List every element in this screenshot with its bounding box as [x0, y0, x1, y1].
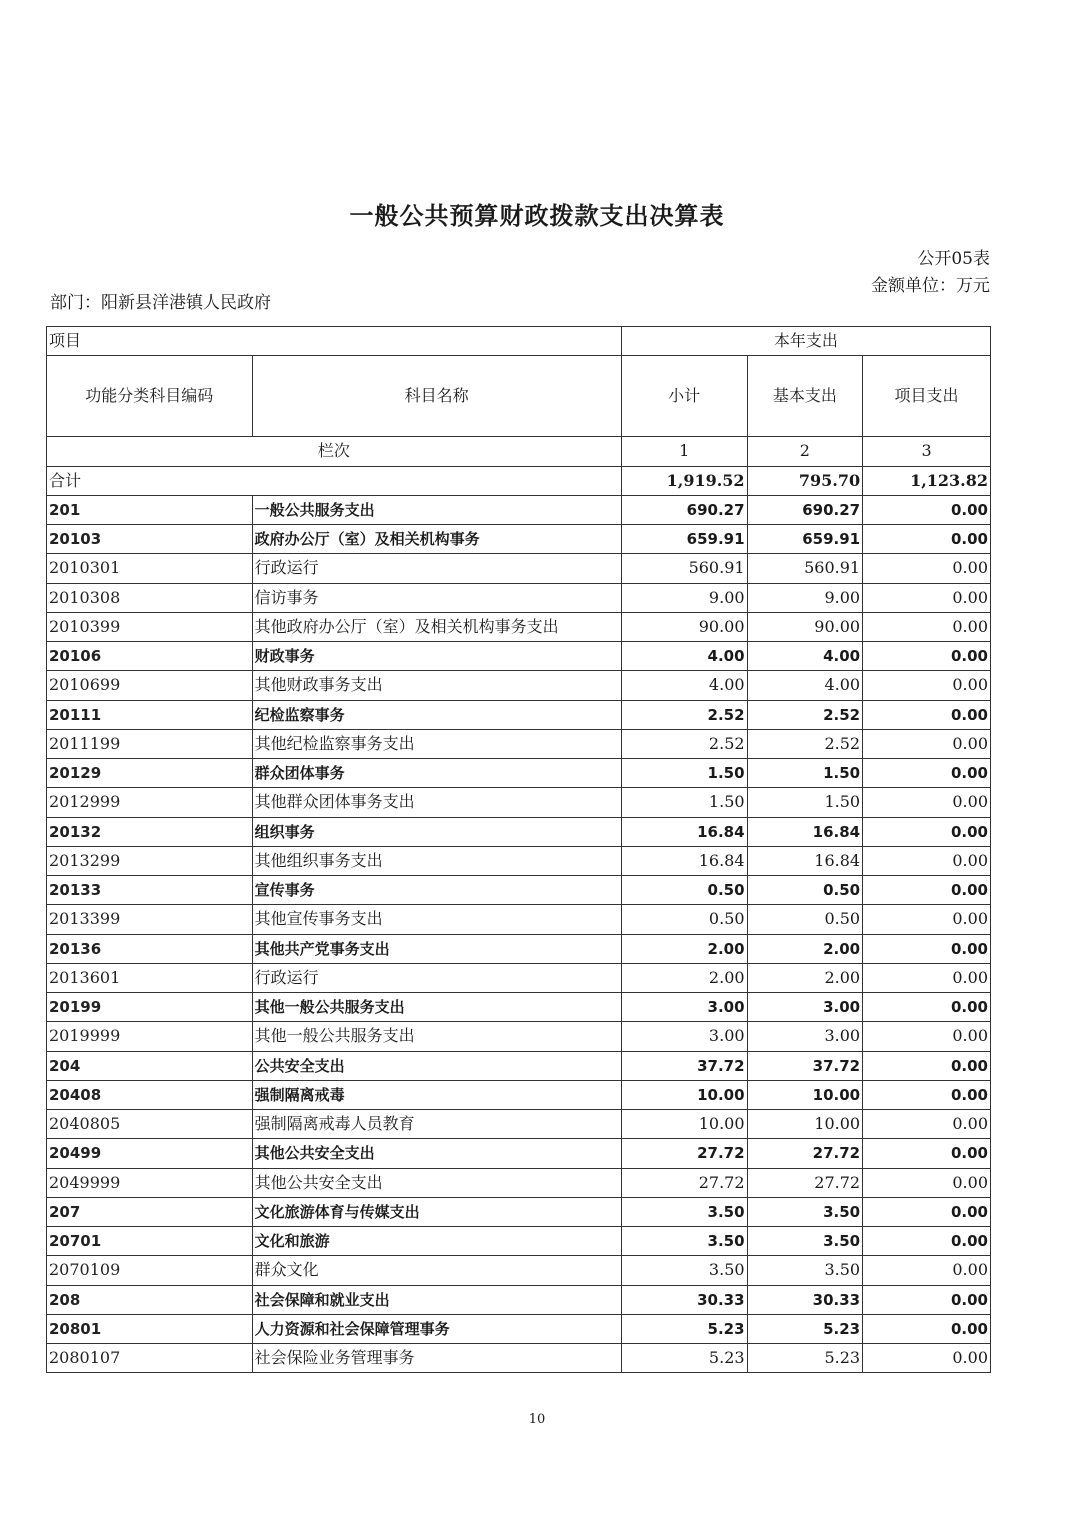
row-subtotal: 5.23 — [621, 1314, 747, 1343]
row-project: 0.00 — [863, 1197, 991, 1226]
total-row — [47, 466, 991, 495]
row-project: 0.00 — [863, 642, 991, 671]
header-subtotal: 小计 — [621, 356, 747, 437]
header-row-1 — [47, 327, 991, 356]
row-subtotal: 90.00 — [621, 612, 747, 641]
row-project: 0.00 — [863, 729, 991, 758]
row-project: 0.00 — [863, 700, 991, 729]
row-code: 20408 — [47, 1080, 253, 1109]
table-row — [47, 993, 991, 1022]
row-project: 0.00 — [863, 495, 991, 524]
expenditure-table — [46, 326, 991, 1373]
table-row — [47, 1256, 991, 1285]
row-project: 0.00 — [863, 1314, 991, 1343]
row-subtotal: 16.84 — [621, 817, 747, 846]
row-basic: 560.91 — [747, 554, 863, 583]
row-project: 0.00 — [863, 554, 991, 583]
row-code: 207 — [47, 1197, 253, 1226]
row-basic: 3.50 — [747, 1256, 863, 1285]
table-row — [47, 612, 991, 641]
row-basic: 2.00 — [747, 934, 863, 963]
row-project: 0.00 — [863, 1080, 991, 1109]
row-subtotal: 37.72 — [621, 1051, 747, 1080]
row-basic: 4.00 — [747, 642, 863, 671]
row-subtotal: 10.00 — [621, 1080, 747, 1109]
row-name: 公共安全支出 — [252, 1051, 621, 1080]
row-code: 2070109 — [47, 1256, 253, 1285]
page-number: 10 — [528, 1412, 546, 1427]
row-code: 2012999 — [47, 788, 253, 817]
table-row — [47, 525, 991, 554]
row-project: 0.00 — [863, 1139, 991, 1168]
row-project: 0.00 — [863, 1168, 991, 1197]
table-row — [47, 1139, 991, 1168]
table-row — [47, 1022, 991, 1051]
table-row — [47, 1344, 991, 1373]
row-name: 群众团体事务 — [252, 759, 621, 788]
row-code: 2080107 — [47, 1344, 253, 1373]
row-basic: 10.00 — [747, 1080, 863, 1109]
row-subtotal: 2.00 — [621, 963, 747, 992]
amount-unit: 金额单位：万元 — [871, 276, 990, 296]
row-code: 201 — [47, 495, 253, 524]
row-name: 其他组织事务支出 — [252, 846, 621, 875]
row-subtotal: 1.50 — [621, 788, 747, 817]
row-code: 2013601 — [47, 963, 253, 992]
row-code: 2010699 — [47, 671, 253, 700]
row-project: 0.00 — [863, 583, 991, 612]
row-code: 2010301 — [47, 554, 253, 583]
row-project: 0.00 — [863, 963, 991, 992]
row-name: 文化和旅游 — [252, 1227, 621, 1256]
header-code: 功能分类科目编码 — [47, 356, 253, 437]
row-basic: 659.91 — [747, 525, 863, 554]
column-label: 栏次 — [47, 437, 622, 466]
table-row — [47, 583, 991, 612]
table-row — [47, 1197, 991, 1226]
table-row — [47, 846, 991, 875]
row-name: 财政事务 — [252, 642, 621, 671]
row-code: 204 — [47, 1051, 253, 1080]
row-basic: 37.72 — [747, 1051, 863, 1080]
total-basic: 795.70 — [747, 466, 863, 495]
header-item: 项目 — [47, 327, 622, 356]
row-subtotal: 27.72 — [621, 1168, 747, 1197]
row-name: 其他财政事务支出 — [252, 671, 621, 700]
row-subtotal: 2.52 — [621, 700, 747, 729]
table-row — [47, 788, 991, 817]
row-name: 组织事务 — [252, 817, 621, 846]
row-subtotal: 3.00 — [621, 993, 747, 1022]
table-row — [47, 905, 991, 934]
row-code: 2049999 — [47, 1168, 253, 1197]
row-subtotal: 2.00 — [621, 934, 747, 963]
table-row — [47, 1110, 991, 1139]
row-name: 宣传事务 — [252, 876, 621, 905]
row-name: 社会保障和就业支出 — [252, 1285, 621, 1314]
column-index-2: 2 — [747, 437, 863, 466]
row-subtotal: 30.33 — [621, 1285, 747, 1314]
table-row — [47, 1227, 991, 1256]
row-project: 0.00 — [863, 1227, 991, 1256]
row-project: 0.00 — [863, 612, 991, 641]
row-name: 文化旅游体育与传媒支出 — [252, 1197, 621, 1226]
row-code: 20499 — [47, 1139, 253, 1168]
row-name: 政府办公厅（室）及相关机构事务 — [252, 525, 621, 554]
table-row — [47, 1314, 991, 1343]
row-basic: 90.00 — [747, 612, 863, 641]
table-row — [47, 934, 991, 963]
row-name: 其他群众团体事务支出 — [252, 788, 621, 817]
row-subtotal: 560.91 — [621, 554, 747, 583]
row-basic: 5.23 — [747, 1344, 863, 1373]
row-code: 2010399 — [47, 612, 253, 641]
row-name: 强制隔离戒毒 — [252, 1080, 621, 1109]
row-basic: 16.84 — [747, 817, 863, 846]
table-row — [47, 554, 991, 583]
row-name: 其他宣传事务支出 — [252, 905, 621, 934]
row-subtotal: 16.84 — [621, 846, 747, 875]
row-subtotal: 3.50 — [621, 1256, 747, 1285]
row-basic: 5.23 — [747, 1314, 863, 1343]
row-project: 0.00 — [863, 1051, 991, 1080]
row-basic: 2.00 — [747, 963, 863, 992]
table-row — [47, 729, 991, 758]
table-row — [47, 1051, 991, 1080]
row-subtotal: 690.27 — [621, 495, 747, 524]
row-project: 0.00 — [863, 846, 991, 875]
report-title: 一般公共预算财政拨款支出决算表 — [349, 202, 725, 230]
row-code: 2040805 — [47, 1110, 253, 1139]
row-name: 行政运行 — [252, 963, 621, 992]
row-basic: 10.00 — [747, 1110, 863, 1139]
row-code: 2011199 — [47, 729, 253, 758]
row-name: 其他一般公共服务支出 — [252, 993, 621, 1022]
row-code: 208 — [47, 1285, 253, 1314]
table-row — [47, 1080, 991, 1109]
row-name: 其他共产党事务支出 — [252, 934, 621, 963]
row-name: 其他公共安全支出 — [252, 1168, 621, 1197]
row-code: 20136 — [47, 934, 253, 963]
total-label: 合计 — [47, 466, 622, 495]
row-name: 其他一般公共服务支出 — [252, 1022, 621, 1051]
row-project: 0.00 — [863, 525, 991, 554]
header-row-2 — [47, 356, 991, 437]
header-basic: 基本支出 — [747, 356, 863, 437]
row-code: 20132 — [47, 817, 253, 846]
row-project: 0.00 — [863, 1344, 991, 1373]
row-project: 0.00 — [863, 1256, 991, 1285]
row-basic: 0.50 — [747, 905, 863, 934]
row-code: 20103 — [47, 525, 253, 554]
row-name: 人力资源和社会保障管理事务 — [252, 1314, 621, 1343]
table-row — [47, 963, 991, 992]
column-index-row — [47, 437, 991, 466]
table-row — [47, 759, 991, 788]
table-row — [47, 1168, 991, 1197]
row-code: 2019999 — [47, 1022, 253, 1051]
form-number: 公开05表 — [917, 249, 990, 269]
table-row — [47, 700, 991, 729]
row-code: 20199 — [47, 993, 253, 1022]
row-project: 0.00 — [863, 876, 991, 905]
row-subtotal: 10.00 — [621, 1110, 747, 1139]
table-row — [47, 671, 991, 700]
row-subtotal: 9.00 — [621, 583, 747, 612]
row-subtotal: 4.00 — [621, 671, 747, 700]
row-subtotal: 659.91 — [621, 525, 747, 554]
row-basic: 4.00 — [747, 671, 863, 700]
row-basic: 9.00 — [747, 583, 863, 612]
row-name: 其他公共安全支出 — [252, 1139, 621, 1168]
row-code: 20801 — [47, 1314, 253, 1343]
row-basic: 690.27 — [747, 495, 863, 524]
row-basic: 3.00 — [747, 1022, 863, 1051]
row-name: 一般公共服务支出 — [252, 495, 621, 524]
row-code: 20133 — [47, 876, 253, 905]
row-name: 强制隔离戒毒人员教育 — [252, 1110, 621, 1139]
row-subtotal: 3.00 — [621, 1022, 747, 1051]
header-project: 项目支出 — [863, 356, 991, 437]
row-name: 其他政府办公厅（室）及相关机构事务支出 — [252, 612, 621, 641]
header-name: 科目名称 — [252, 356, 621, 437]
row-basic: 1.50 — [747, 788, 863, 817]
row-project: 0.00 — [863, 905, 991, 934]
row-subtotal: 0.50 — [621, 876, 747, 905]
row-project: 0.00 — [863, 1022, 991, 1051]
row-project: 0.00 — [863, 1285, 991, 1314]
row-basic: 3.50 — [747, 1197, 863, 1226]
row-subtotal: 27.72 — [621, 1139, 747, 1168]
row-project: 0.00 — [863, 993, 991, 1022]
row-subtotal: 5.23 — [621, 1344, 747, 1373]
row-subtotal: 3.50 — [621, 1197, 747, 1226]
row-basic: 3.00 — [747, 993, 863, 1022]
header-current-year: 本年支出 — [621, 327, 990, 356]
row-code: 20106 — [47, 642, 253, 671]
table-row — [47, 495, 991, 524]
row-subtotal: 0.50 — [621, 905, 747, 934]
table-row — [47, 876, 991, 905]
row-name: 其他纪检监察事务支出 — [252, 729, 621, 758]
row-name: 行政运行 — [252, 554, 621, 583]
row-basic: 1.50 — [747, 759, 863, 788]
department-label: 部门：阳新县洋港镇人民政府 — [50, 293, 271, 313]
row-code: 20701 — [47, 1227, 253, 1256]
row-project: 0.00 — [863, 934, 991, 963]
row-code: 20129 — [47, 759, 253, 788]
row-name: 群众文化 — [252, 1256, 621, 1285]
row-basic: 30.33 — [747, 1285, 863, 1314]
row-project: 0.00 — [863, 671, 991, 700]
row-basic: 27.72 — [747, 1168, 863, 1197]
row-basic: 2.52 — [747, 700, 863, 729]
row-code: 2013399 — [47, 905, 253, 934]
row-basic: 2.52 — [747, 729, 863, 758]
row-basic: 16.84 — [747, 846, 863, 875]
row-project: 0.00 — [863, 759, 991, 788]
row-subtotal: 3.50 — [621, 1227, 747, 1256]
row-subtotal: 2.52 — [621, 729, 747, 758]
row-subtotal: 1.50 — [621, 759, 747, 788]
row-code: 20111 — [47, 700, 253, 729]
row-basic: 3.50 — [747, 1227, 863, 1256]
table-row — [47, 817, 991, 846]
row-basic: 27.72 — [747, 1139, 863, 1168]
row-name: 纪检监察事务 — [252, 700, 621, 729]
total-subtotal: 1,919.52 — [621, 466, 747, 495]
row-code: 2010308 — [47, 583, 253, 612]
total-project: 1,123.82 — [863, 466, 991, 495]
row-name: 信访事务 — [252, 583, 621, 612]
table-row — [47, 642, 991, 671]
row-project: 0.00 — [863, 788, 991, 817]
column-index-1: 1 — [621, 437, 747, 466]
row-name: 社会保险业务管理事务 — [252, 1344, 621, 1373]
row-code: 2013299 — [47, 846, 253, 875]
row-subtotal: 4.00 — [621, 642, 747, 671]
row-project: 0.00 — [863, 1110, 991, 1139]
row-basic: 0.50 — [747, 876, 863, 905]
table-row — [47, 1285, 991, 1314]
column-index-3: 3 — [863, 437, 991, 466]
row-project: 0.00 — [863, 817, 991, 846]
